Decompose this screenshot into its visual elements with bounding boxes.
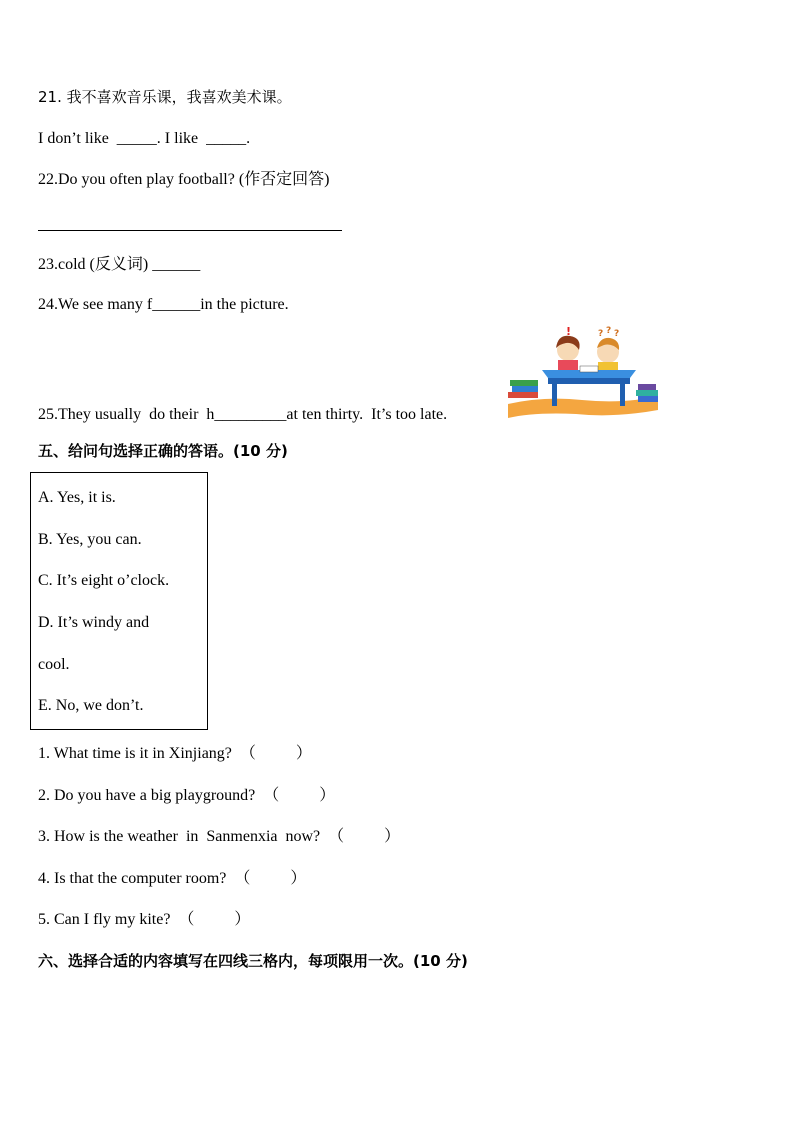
q22-answer-rule xyxy=(38,230,342,231)
svg-text:?: ? xyxy=(606,326,612,336)
svg-text:?: ? xyxy=(614,329,620,339)
choice-b: B. Yes, you can. xyxy=(38,531,142,548)
choice-d-cont: cool. xyxy=(38,656,70,673)
choice-e: E. No, we don’t. xyxy=(38,697,144,714)
svg-text:!: ! xyxy=(566,326,572,338)
question-3: 3. How is the weather in Sanmenxia now? （ ） xyxy=(38,828,401,845)
choice-a: A. Yes, it is. xyxy=(38,489,116,506)
q25-question: 25.They usually do their h_________at ten thirty. It’s too late. xyxy=(38,406,448,423)
children-studying-illustration xyxy=(504,326,660,422)
svg-text:?: ? xyxy=(598,329,604,339)
part5-heading: 五、给问句选择正确的答语。(10 分) xyxy=(38,442,288,460)
part6-heading: 六、选择合适的内容填写在四线三格内，每项限用一次。(10 分) xyxy=(38,952,468,970)
choice-box xyxy=(30,472,208,730)
question-4: 4. Is that the computer room? （ ） xyxy=(38,870,307,887)
question-1: 1. What time is it in Xinjiang? （ ） xyxy=(38,745,312,762)
question-2: 2. Do you have a big playground? （ ） xyxy=(38,787,336,804)
question-5: 5. Can I fly my kite? （ ） xyxy=(38,911,251,928)
q24-question: 24.We see many f______in the picture. xyxy=(38,296,289,313)
q22-question: 22.Do you often play football? (作否定回答) xyxy=(38,171,330,188)
q21-prompt: 21. 我不喜欢音乐课，我喜欢美术课。 xyxy=(38,88,292,106)
q23-question: 23.cold (反义词) ______ xyxy=(38,256,201,273)
choice-c: C. It’s eight o’clock. xyxy=(38,572,170,589)
q21-answer-line: I don’t like _____. I like _____. xyxy=(38,130,251,147)
choice-d: D. It’s windy and xyxy=(38,614,150,631)
